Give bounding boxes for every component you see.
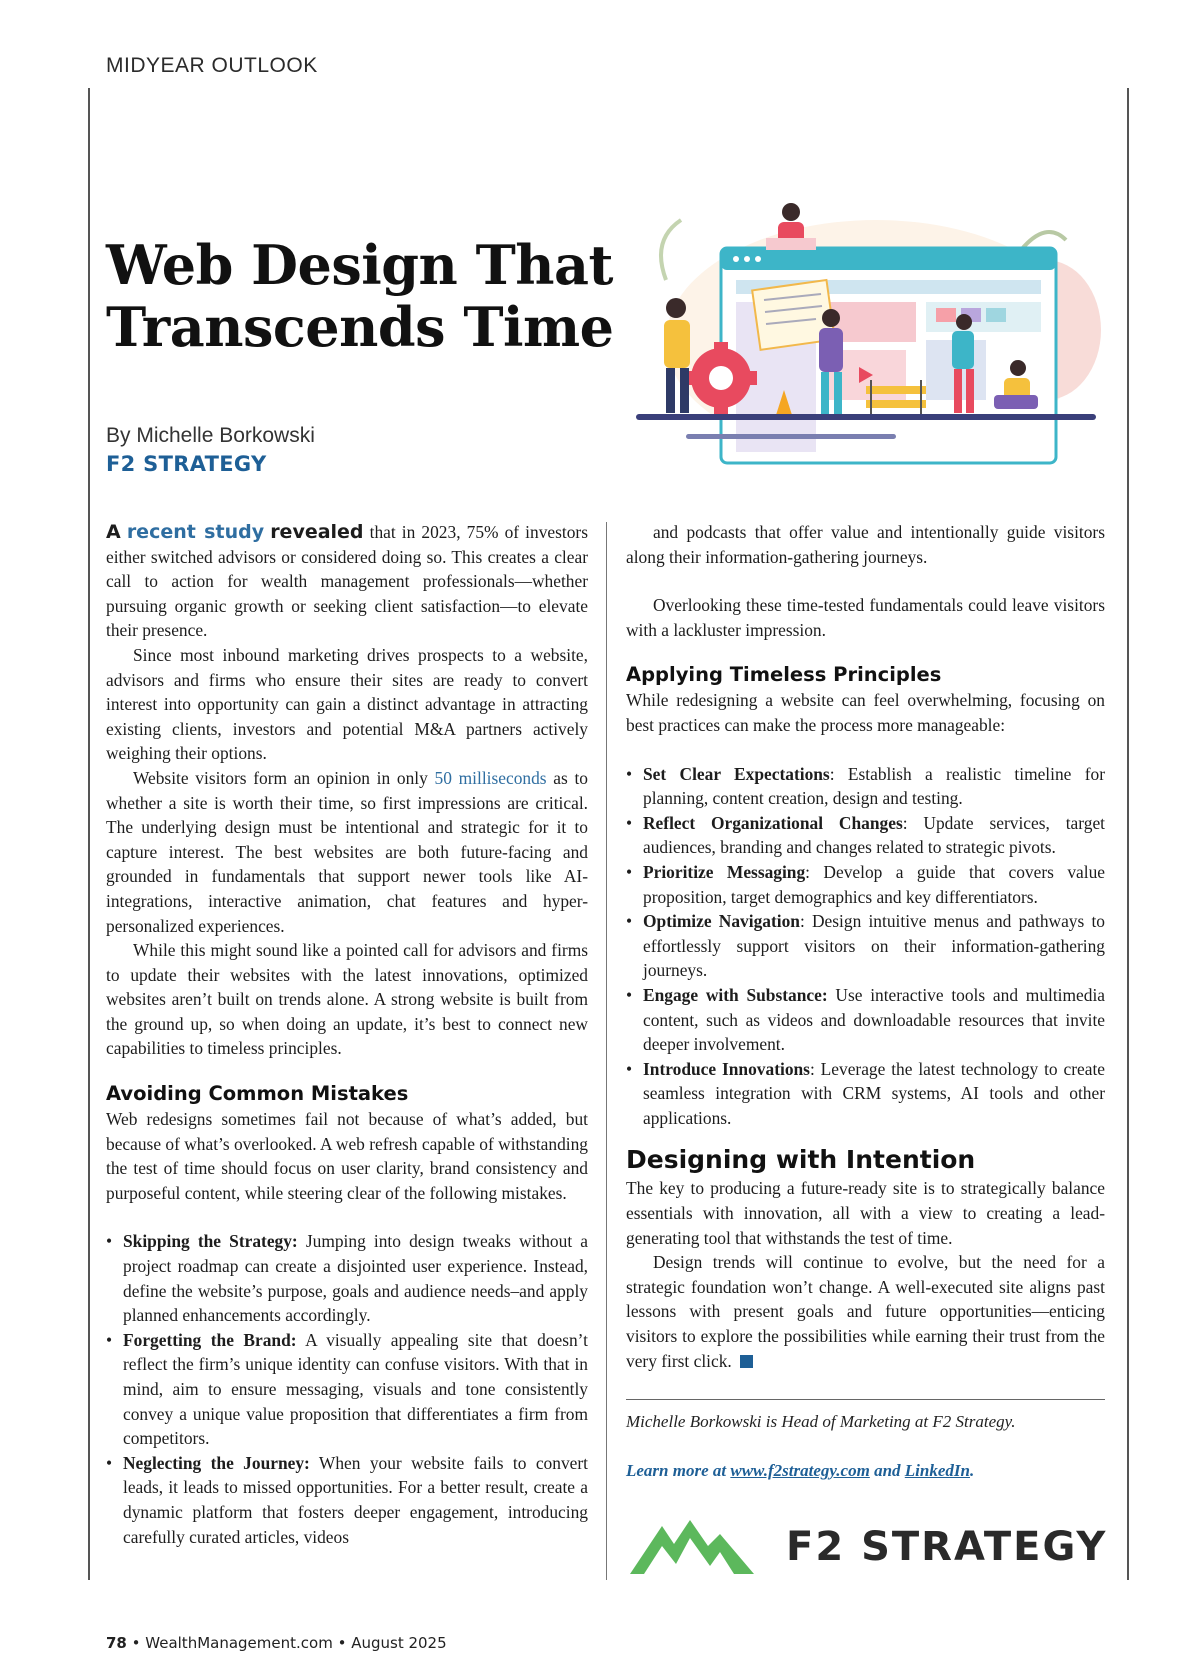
lead-word-revealed: revealed	[270, 521, 364, 543]
section-label: MIDYEAR OUTLOOK	[106, 54, 318, 77]
list-item	[106, 1451, 588, 1549]
footer-site: WealthManagement.com	[145, 1634, 333, 1652]
page-footer	[106, 1634, 447, 1652]
bullet-term: Neglecting the Journey:	[123, 1452, 310, 1473]
learn-more-text: Learn more at	[626, 1461, 731, 1480]
heading-avoiding-mistakes: Avoiding Common Mistakes	[106, 1082, 409, 1106]
fifty-milliseconds-link[interactable]: 50 milliseconds	[434, 767, 547, 788]
byline: By Michelle Borkowski	[106, 424, 315, 447]
paragraph-visitors	[106, 766, 588, 938]
bullet-text: Use interactive tools and multimedia content, such as videos and downloadable resources that invite deeper involvement.	[643, 984, 1105, 1055]
footer-separator: •	[126, 1634, 146, 1652]
end-mark-icon	[740, 1355, 753, 1368]
brand-logo-text: F2 STRATEGY	[786, 1524, 1108, 1570]
bullet-term: Prioritize Messaging	[643, 861, 806, 882]
website-link[interactable]: www.f2strategy.com	[730, 1461, 870, 1480]
list-item	[626, 909, 1105, 983]
paragraph-continued: and podcasts that offer value and intentionally guide visitors along their information-gathering journeys.	[626, 522, 1105, 567]
bullet-term: Reflect Organizational Changes	[643, 812, 903, 833]
intro-text: that in 2023, 75% of investors either switched advisors or considered doing so. This creates a clear call to action for wealth management professionals—whether pursuing organic growth or seeking client satisfaction—to elevate their presence.	[106, 522, 588, 641]
bullet-text: : Design intuitive menus and pathways to effortlessly support visitors on their information-gathering journeys.	[643, 911, 1105, 981]
footer-date: August 2025	[351, 1634, 447, 1652]
lead-word: A	[106, 521, 121, 543]
visitors-text-b: as to whether a site is worth their time, so first impressions are critical. The underlying design must be intentional and strategic for it to capture interest. The best websites are both future-facing and grounded in fundamentals that support newer tools like AI-integrations, interactive animation, chat features and hyper-personalized experiences.	[106, 767, 588, 936]
title-line-1: Web Design That	[106, 233, 613, 297]
learn-more-period: .	[969, 1461, 975, 1480]
paragraph-overlooking: Overlooking these time-tested fundamentals could leave visitors with a lackluster impression.	[626, 595, 1105, 640]
mistakes-list	[106, 1229, 588, 1549]
principles-list	[626, 762, 1105, 1131]
list-item	[626, 811, 1105, 860]
paragraph-mistakes: Web redesigns sometimes fail not because of what’s added, but because of what’s overlooked. A web refresh capable of withstanding the test of time should focus on user clarity, brand consistency and purposeful content, while steering clear of the following mistakes.	[106, 1109, 588, 1203]
bullet-term: Optimize Navigation	[643, 911, 800, 932]
heading-designing-intention: Designing with Intention	[626, 1145, 976, 1175]
learn-more-and: and	[869, 1461, 905, 1480]
linkedin-link[interactable]: LinkedIn	[904, 1461, 970, 1480]
intention-text: Design trends will continue to evolve, but the need for a strategic foundation won’t change. A well-executed site aligns past lessons with present goals and future opportunities—enticing visitors to explore the possibilities while earning their trust from the very first click.	[626, 1252, 1105, 1371]
author-organization: F2 STRATEGY	[106, 452, 267, 476]
recent-study-link[interactable]: recent study	[126, 521, 265, 543]
learn-more	[626, 1461, 974, 1481]
column-divider	[606, 522, 607, 1580]
bullet-term: Set Clear Expectations	[643, 763, 830, 784]
list-item	[626, 1057, 1105, 1131]
heading-timeless-principles: Applying Timeless Principles	[626, 663, 942, 687]
bullet-term: Introduce Innovations	[643, 1058, 810, 1079]
bullet-term: Forgetting the Brand:	[123, 1329, 297, 1350]
paragraph-intention-1: The key to producing a future-ready site is to strategically balance essentials with innovation, all with a view to creating a lead-generating tool that withstands the test of time.	[626, 1178, 1105, 1248]
bullet-text: A visually appealing site that doesn’t reflect the firm’s unique identity can confuse visitors. With that in mind, aim to ensure messaging, visuals and tone consistently convey a unique value proposition that differentiates a firm from competitors.	[123, 1329, 588, 1449]
paragraph-intention-2	[626, 1250, 1105, 1373]
paragraph-principles: While redesigning a website can feel overwhelming, focusing on best practices can make the process more manageable:	[626, 690, 1105, 735]
paragraph-inbound: Since most inbound marketing drives prospects to a website, advisors and firms who ensure their sites are ready to convert interest into opportunity can gain a distinct advantage in attracting existing clients, investors and potential M&A partners actively weighing their options.	[106, 644, 588, 764]
bullet-text: : Update services, target audiences, branding and changes related to strategic pivots.	[643, 812, 1105, 858]
article-title	[106, 234, 666, 358]
paragraph-trends: While this might sound like a pointed call for advisors and firms to update their websites with the latest innovations, optimized websites aren’t built on trends alone. A strong website is built from the ground up, so when doing an update, it’s best to connect new capabilities to timeless principles.	[106, 940, 588, 1059]
footer-separator: •	[332, 1634, 352, 1652]
bullet-text: : Leverage the latest technology to create seamless integration with CRM systems, AI tools and other applications.	[643, 1058, 1105, 1128]
right-column	[626, 520, 1105, 1373]
paragraph-intro	[106, 520, 588, 643]
bullet-text: : Develop a guide that covers value proposition, target demographics and key differentiators.	[643, 861, 1105, 907]
left-column	[106, 520, 588, 1549]
bio-divider	[626, 1399, 1105, 1400]
bullet-text: : Establish a realistic timeline for planning, content creation, design and testing.	[643, 763, 1105, 809]
web-design-team-illustration-icon	[626, 190, 1116, 480]
bullet-text: Jumping into design tweaks without a project roadmap can create a disjointed user experience. Instead, define the website’s purpose, goals and audience needs–and apply planned enhancements accordingly.	[123, 1231, 589, 1326]
list-item	[626, 983, 1105, 1057]
right-rule	[1127, 88, 1129, 1580]
page-number: 78	[106, 1634, 127, 1652]
author-bio: Michelle Borkowski is Head of Marketing at F2 Strategy.	[626, 1412, 1016, 1431]
list-item	[626, 860, 1105, 909]
list-item	[626, 762, 1105, 811]
bullet-term: Engage with Substance:	[643, 984, 828, 1005]
list-item	[106, 1328, 588, 1451]
left-rule	[88, 88, 90, 1580]
list-item	[106, 1229, 588, 1327]
bullet-text: When your website fails to convert leads, it leads to missed opportunities. For a better result, create a dynamic platform that fosters deeper engagement, introducing carefully curated articles, videos	[123, 1452, 588, 1547]
title-line-2: Transcends Time	[106, 295, 614, 359]
bullet-term: Skipping the Strategy:	[123, 1231, 298, 1252]
visitors-text-a: Website visitors form an opinion in only	[133, 767, 435, 788]
mountain-logo-icon	[630, 1516, 760, 1580]
